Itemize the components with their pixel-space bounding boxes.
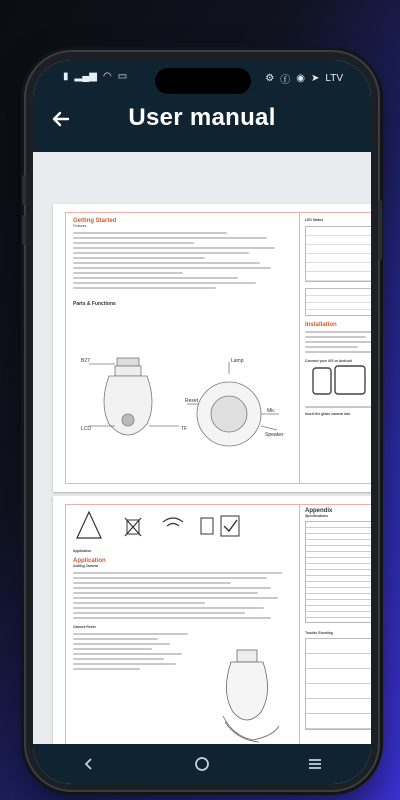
features-label: Features xyxy=(73,224,87,228)
specifications-table xyxy=(305,521,371,623)
battery-icon: ▭ xyxy=(117,71,128,82)
connect-device-step: Connect your iOS or Android xyxy=(305,359,352,363)
installation-heading: Installation xyxy=(305,322,337,328)
getting-started-heading: Getting Started xyxy=(73,218,117,224)
troubleshooting-heading: Trouble Shooting xyxy=(305,631,333,635)
nav-home-icon xyxy=(194,756,210,772)
camera-reset-heading: Camera Reset xyxy=(73,625,96,629)
dynamic-island xyxy=(155,68,251,94)
camera-reset-steps xyxy=(73,633,194,670)
telegram-icon: ➤ xyxy=(311,73,320,84)
page-title: User manual xyxy=(128,104,276,131)
led-status-heading: LED Status xyxy=(305,218,324,222)
screen xyxy=(33,60,371,784)
icons-caption: Application xyxy=(73,549,92,553)
parts-functions-heading: Parts & Functions xyxy=(73,301,116,307)
network-label: LTV xyxy=(325,73,343,84)
appendix-heading: Appendix xyxy=(305,508,333,514)
part-label-mic: Mic xyxy=(267,408,275,414)
troubleshooting-table xyxy=(305,638,371,730)
adding-camera-heading: Adding Camera xyxy=(73,564,99,568)
bulb-diagram xyxy=(79,354,289,474)
app-bar xyxy=(33,94,371,152)
volume-up-button xyxy=(22,175,26,205)
part-label-tf: TF xyxy=(181,426,188,432)
part-label-reset: Reset xyxy=(185,398,199,404)
part-label-lamp: Lamp xyxy=(231,358,244,364)
app-icons-row xyxy=(73,508,243,544)
specifications-heading: Specifications xyxy=(305,514,328,518)
status-left-icons xyxy=(63,71,127,82)
devices-illustration xyxy=(305,364,371,398)
nav-menu-button[interactable] xyxy=(295,749,335,779)
sim-icon: ▮ xyxy=(63,71,69,82)
facebook-icon: ⓕ xyxy=(280,75,291,86)
application-heading: Application xyxy=(73,558,106,564)
document-viewer[interactable] xyxy=(33,152,371,744)
status-bar xyxy=(33,60,371,94)
power-button xyxy=(378,200,382,260)
settings-icon: ⚙ xyxy=(265,73,275,84)
messenger-icon: ◉ xyxy=(296,73,305,84)
memory-table xyxy=(305,288,371,316)
features-text-block xyxy=(73,232,293,289)
part-label-speaker: Speaker xyxy=(265,432,284,438)
nav-back-button[interactable] xyxy=(69,749,109,779)
status-right-icons xyxy=(265,71,343,86)
volume-down-button xyxy=(22,215,26,245)
part-label-b27: B27 xyxy=(81,358,90,364)
part-label-lcd: LCD xyxy=(81,426,92,432)
adding-camera-steps xyxy=(73,572,293,619)
manual-page-1 xyxy=(53,204,371,492)
system-nav-bar xyxy=(33,744,371,784)
manual-page-2 xyxy=(53,496,371,744)
signal-icon: ▂▄▆ xyxy=(74,71,97,82)
insert-camera-step: Insert the globe camera into xyxy=(305,412,351,416)
wifi-icon: ◠ xyxy=(102,71,112,82)
nav-back-icon xyxy=(82,757,96,771)
nav-home-button[interactable] xyxy=(182,749,222,779)
camera-reset-illustration xyxy=(203,646,293,744)
nav-menu-icon xyxy=(307,757,323,771)
led-status-table xyxy=(305,226,371,282)
